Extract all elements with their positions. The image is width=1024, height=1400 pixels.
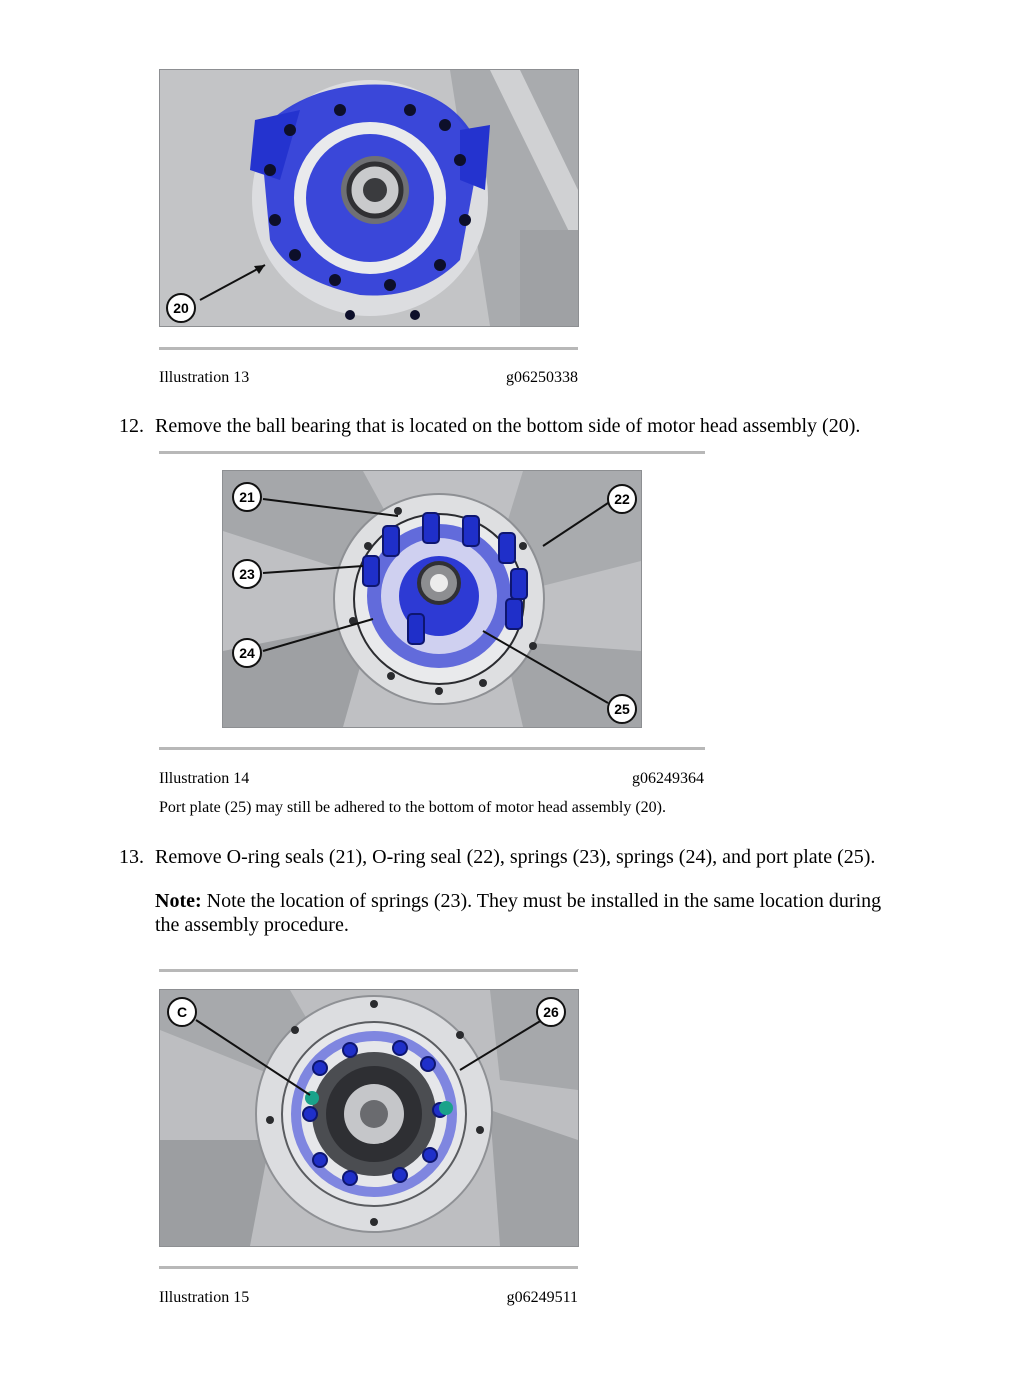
step-13-note	[155, 889, 975, 937]
step-12	[119, 414, 979, 438]
illustration-15-divider	[159, 1266, 578, 1269]
illustration-14-photo	[222, 470, 642, 728]
callout-22	[608, 485, 636, 513]
motor-head-photo	[160, 70, 578, 326]
step-13-number: 13.	[119, 846, 144, 868]
illustration-13-graphic-id: g06250338	[506, 369, 578, 386]
callout-c	[168, 998, 196, 1026]
illustration-14-note: Port plate (25) may still be adhered to the bottom of motor head assembly (20).	[159, 799, 666, 816]
svg-text:26: 26	[543, 1004, 559, 1020]
illustration-15-graphic-id: g06249511	[506, 1289, 578, 1306]
callout-26	[537, 998, 565, 1026]
svg-text:22: 22	[614, 491, 630, 507]
illustration-15-caption: Illustration 15	[159, 1289, 250, 1306]
callout-21	[233, 483, 261, 511]
callout-25	[608, 695, 636, 723]
illustration-14-divider	[159, 747, 705, 750]
svg-text:20: 20	[173, 300, 189, 316]
illustration-15-top-divider	[159, 969, 578, 972]
step-13-note-line-1	[155, 889, 975, 913]
svg-text:23: 23	[239, 566, 255, 582]
step-13-text: Remove O-ring seals (21), O-ring seal (22), springs (23), springs (24), and port plate (25).	[155, 846, 876, 868]
illustration-13-caption: Illustration 13	[159, 369, 250, 386]
illustration-13-divider	[159, 347, 578, 350]
callout-23	[233, 560, 261, 588]
note-text-2: the assembly procedure.	[155, 914, 349, 936]
illustration-14-caption: Illustration 14	[159, 770, 250, 787]
illustration-14-graphic-id: g06249364	[632, 770, 704, 787]
svg-text:21: 21	[239, 489, 255, 505]
illustration-15-photo	[159, 989, 579, 1247]
step-12-text: Remove the ball bearing that is located on the bottom side of motor head assembly (20).	[155, 415, 861, 437]
note-label: Note:	[155, 890, 202, 912]
motor-housing-photo	[160, 990, 578, 1246]
callout-24	[233, 639, 261, 667]
svg-text:24: 24	[239, 645, 255, 661]
svg-text:25: 25	[614, 701, 630, 717]
springs-photo	[223, 471, 641, 727]
svg-text:C: C	[176, 1004, 188, 1020]
step-12-number: 12.	[119, 415, 144, 437]
callout-20	[167, 294, 195, 322]
step-13	[119, 845, 979, 869]
illustration-14-top-divider	[159, 451, 705, 454]
illustration-13-photo	[159, 69, 579, 327]
note-text-1: Note the location of springs (23). They must be installed in the same location during	[206, 890, 882, 912]
